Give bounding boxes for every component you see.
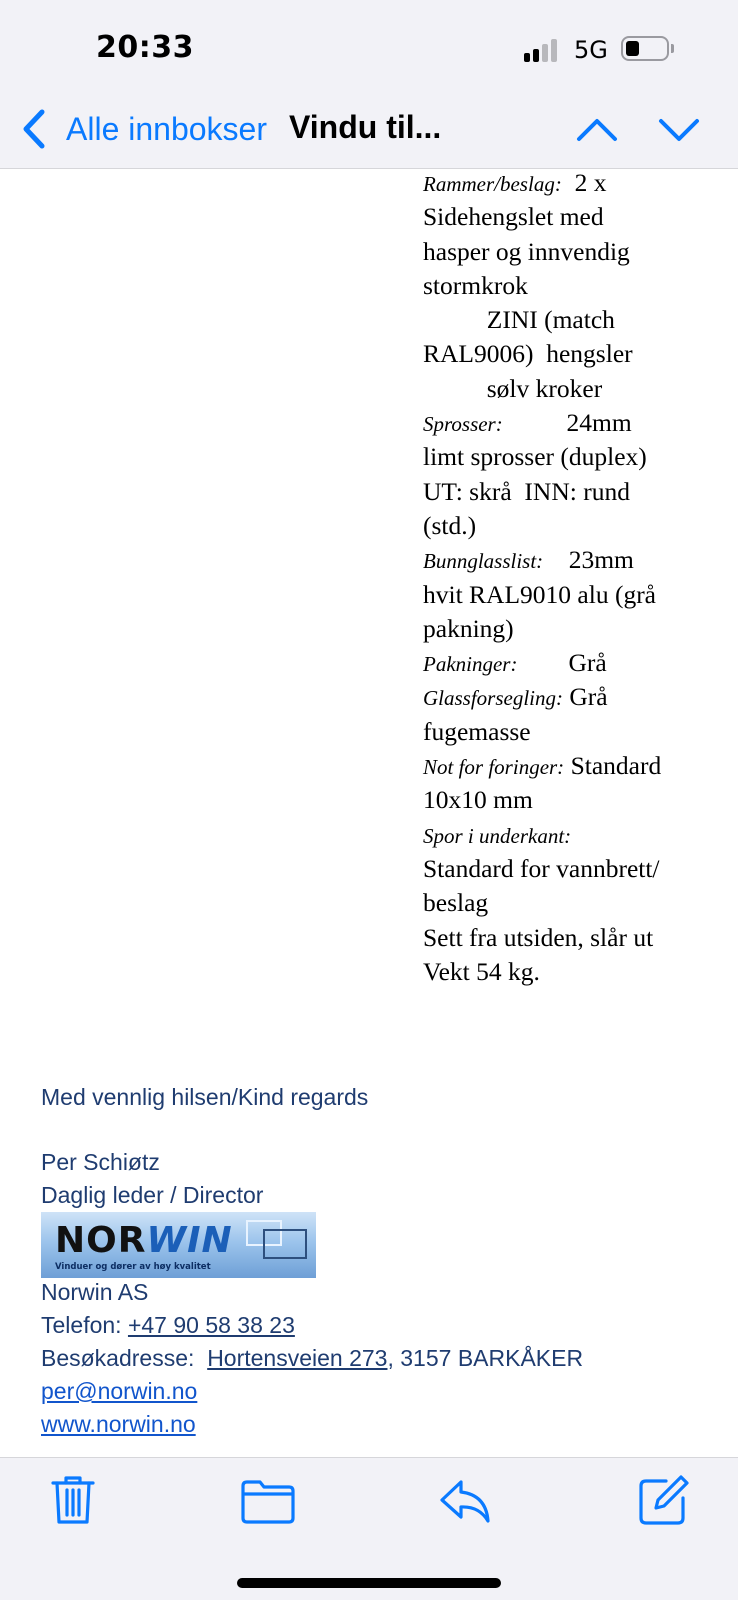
window-spec-text [423, 166, 723, 989]
spec-line [423, 749, 723, 783]
logo-tagline: Vinduer og dører av høy kvalitet [55, 1262, 211, 1272]
logo-wordmark: NORWIN [55, 1220, 233, 1261]
spec-line [423, 166, 723, 200]
spec-value: RAL9006) hengsler [423, 339, 633, 369]
spec-value: Standard for vannbrett/ [423, 853, 660, 883]
compose-button[interactable] [636, 1472, 692, 1528]
chevron-up-icon [574, 107, 620, 151]
signature-greeting: Med vennlig hilsen/Kind regards [41, 1084, 369, 1110]
website-link[interactable]: www.norwin.no [41, 1411, 196, 1437]
spec-line [423, 543, 723, 577]
spec-line [423, 818, 723, 852]
logo-window-shape [263, 1229, 307, 1259]
spec-line [423, 200, 723, 234]
spec-value: Standard [564, 751, 662, 781]
spec-label: Rammer/beslag: [423, 172, 562, 196]
spec-value: beslag [423, 888, 489, 918]
spec-line [423, 337, 723, 371]
spec-label: Glassforsegling: [423, 686, 564, 711]
spec-value: Sidehengslet med [423, 202, 604, 232]
spec-value: Grå [563, 682, 608, 712]
signature-name: Per Schiøtz [41, 1149, 160, 1175]
spec-value: 2 x [561, 168, 607, 197]
spec-line [423, 680, 723, 714]
reply-icon [437, 1472, 493, 1528]
battery-tip [671, 44, 674, 53]
spec-value: sølv kroker [423, 373, 603, 403]
network-type: 5G [574, 36, 608, 64]
spec-line [423, 612, 723, 646]
spec-line [423, 886, 723, 920]
spec-label: Sprosser: [423, 412, 503, 437]
spec-line [423, 303, 723, 337]
delete-button[interactable] [45, 1472, 101, 1528]
spec-value: 10x10 mm [423, 785, 533, 815]
spec-line [423, 440, 723, 474]
spec-label: Not for foringer: [423, 755, 565, 780]
folder-icon [240, 1472, 296, 1528]
spec-line [423, 509, 723, 543]
spec-value: 23mm [543, 545, 634, 575]
address-link[interactable]: Hortensveien 273 [207, 1345, 388, 1371]
next-message-button[interactable] [656, 107, 702, 151]
back-button-label: Alle innbokser [66, 110, 267, 147]
norwin-logo [41, 1212, 316, 1278]
spec-value: pakning) [423, 613, 514, 643]
reply-button[interactable] [437, 1472, 493, 1528]
signature-company: Norwin AS [41, 1279, 149, 1305]
chevron-down-icon [656, 107, 702, 151]
spec-line [423, 955, 723, 989]
spec-line [423, 269, 723, 303]
spec-value: ZINI (match [423, 305, 615, 335]
spec-value: (std.) [423, 510, 477, 540]
email-link[interactable]: per@norwin.no [41, 1378, 198, 1404]
chevron-left-icon [20, 108, 50, 150]
battery-icon [621, 36, 669, 61]
nav-bar [0, 95, 738, 169]
spec-value: hasper og innvendig [423, 236, 630, 266]
spec-label: Spor i underkant: [423, 823, 572, 848]
spec-line [423, 235, 723, 269]
address-city: , 3157 BARKÅKER [387, 1345, 584, 1371]
spec-line [423, 715, 723, 749]
spec-value: Grå [517, 648, 607, 678]
spec-line [423, 372, 723, 406]
compose-icon [636, 1472, 692, 1528]
signature-phone-row [41, 1312, 295, 1339]
home-indicator [237, 1578, 501, 1588]
spec-line [423, 475, 723, 509]
phone-link[interactable]: +47 90 58 38 23 [127, 1312, 295, 1338]
phone-label: Telefon: [41, 1312, 128, 1338]
signature-address-row [41, 1345, 583, 1372]
spec-value: limt sprosser (duplex) [423, 442, 647, 472]
status-bar [0, 0, 738, 95]
address-label: Besøkadresse: [41, 1345, 208, 1371]
cellular-signal-icon [524, 38, 562, 62]
spec-label: Bunnglasslist: [423, 549, 544, 574]
spec-value: Vekt 54 kg. [423, 956, 540, 986]
spec-value: fugemasse [423, 716, 531, 746]
spec-value: stormkrok [423, 270, 528, 300]
message-title: Vindu til... [289, 109, 442, 145]
signature-role: Daglig leder / Director [41, 1182, 264, 1208]
spec-line [423, 578, 723, 612]
trash-icon [45, 1472, 101, 1528]
spec-value: UT: skrå INN: rund [423, 476, 630, 506]
spec-value: Sett fra utsiden, slår ut [423, 922, 654, 952]
spec-label: Pakninger: [423, 652, 518, 677]
spec-value: 24mm [502, 408, 632, 438]
move-to-folder-button[interactable] [240, 1472, 296, 1528]
status-time: 20:33 [96, 30, 194, 65]
spec-value: hvit RAL9010 alu (grå [423, 579, 656, 609]
back-button[interactable] [20, 107, 267, 151]
spec-line [423, 646, 723, 680]
previous-message-button[interactable] [574, 107, 620, 151]
spec-line [423, 852, 723, 886]
spec-line [423, 921, 723, 955]
spec-line [423, 406, 723, 440]
spec-line [423, 783, 723, 817]
